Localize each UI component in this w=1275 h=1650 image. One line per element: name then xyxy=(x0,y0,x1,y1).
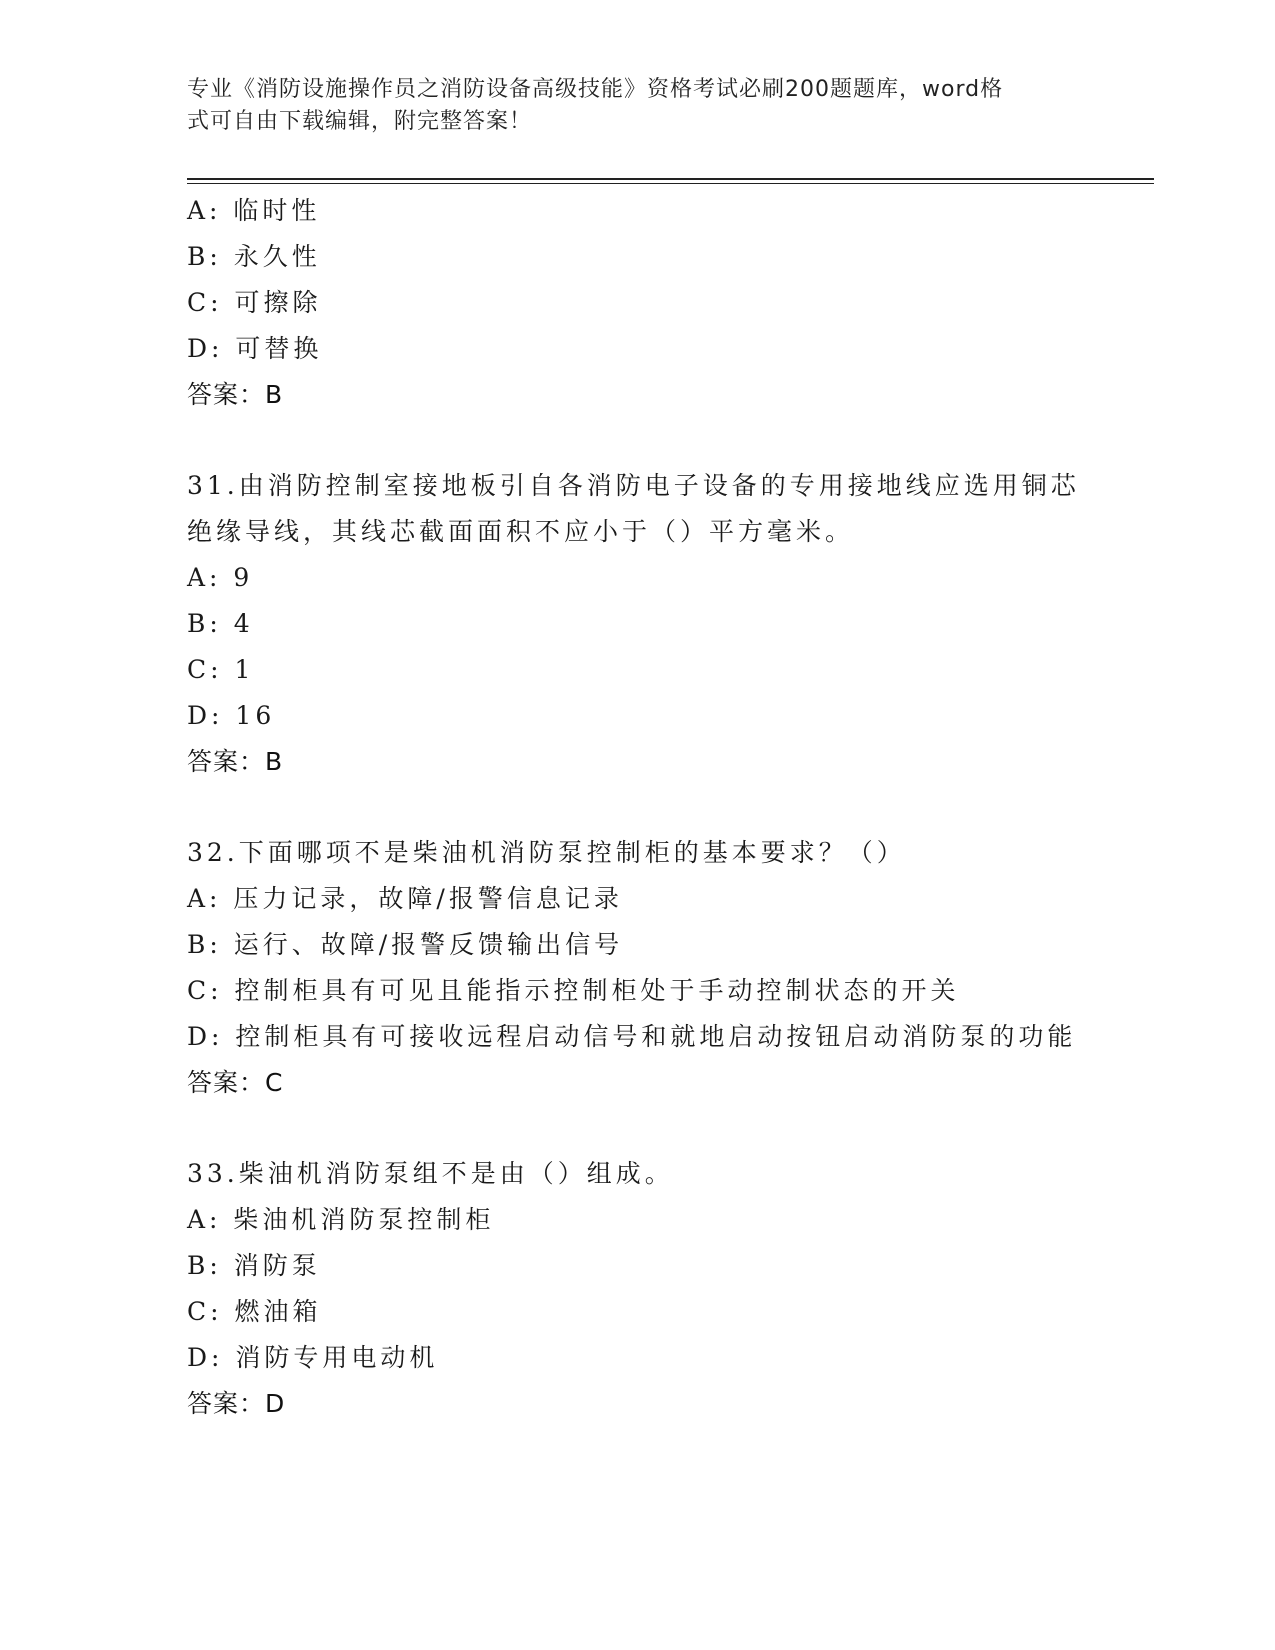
option-b: B: 4 xyxy=(187,609,254,638)
option-d: D: 可替换 xyxy=(187,334,323,363)
question-stem-line-1: 33.柴油机消防泵组不是由（）组成。 xyxy=(187,1159,674,1188)
question-stem-line-1: 31.由消防控制室接地板引自各消防电子设备的专用接地线应选用铜芯 xyxy=(187,471,1080,500)
question-stem-line-2: 绝缘导线，其线芯截面面积不应小于（）平方毫米。 xyxy=(187,517,855,546)
question-block-prev xyxy=(187,188,1087,418)
question-block-31 xyxy=(187,463,1087,785)
answer-line: 答案：B xyxy=(187,747,284,776)
header-divider-thin xyxy=(187,183,1154,184)
document-header xyxy=(187,74,1067,138)
header-intro-line-1: 专业《消防设施操作员之消防设备高级技能》资格考试必刷200题题库，word格 xyxy=(187,77,1004,102)
spacer xyxy=(187,1106,1087,1151)
question-list xyxy=(187,188,1087,1427)
spacer xyxy=(187,418,1087,463)
header-divider-thick xyxy=(187,178,1154,180)
option-c: C: 可擦除 xyxy=(187,288,322,317)
option-a: A: 9 xyxy=(187,563,254,592)
option-a: A: 临时性 xyxy=(187,196,321,225)
answer-line: 答案：B xyxy=(187,380,284,409)
option-c: C: 1 xyxy=(187,655,255,684)
option-d: D: 控制柜具有可接收远程启动信号和就地启动按钮启动消防泵的功能 xyxy=(187,1022,1077,1051)
question-block-33 xyxy=(187,1151,1087,1427)
option-a: A: 压力记录，故障/报警信息记录 xyxy=(187,884,623,913)
option-a: A: 柴油机消防泵控制柜 xyxy=(187,1205,495,1234)
option-d: D: 16 xyxy=(187,701,276,730)
option-c: C: 燃油箱 xyxy=(187,1297,322,1326)
header-intro-line-2: 式可自由下载编辑，附完整答案！ xyxy=(187,109,533,134)
question-block-32 xyxy=(187,830,1087,1106)
option-b: B: 运行、故障/报警反馈输出信号 xyxy=(187,930,624,959)
option-d: D: 消防专用电动机 xyxy=(187,1343,439,1372)
question-stem-line-1: 32.下面哪项不是柴油机消防泵控制柜的基本要求？（） xyxy=(187,838,906,867)
option-b: B: 永久性 xyxy=(187,242,321,271)
option-c: C: 控制柜具有可见且能指示控制柜处于手动控制状态的开关 xyxy=(187,976,960,1005)
answer-line: 答案：C xyxy=(187,1068,284,1097)
spacer xyxy=(187,785,1087,830)
option-b: B: 消防泵 xyxy=(187,1251,321,1280)
answer-line: 答案：D xyxy=(187,1389,286,1418)
